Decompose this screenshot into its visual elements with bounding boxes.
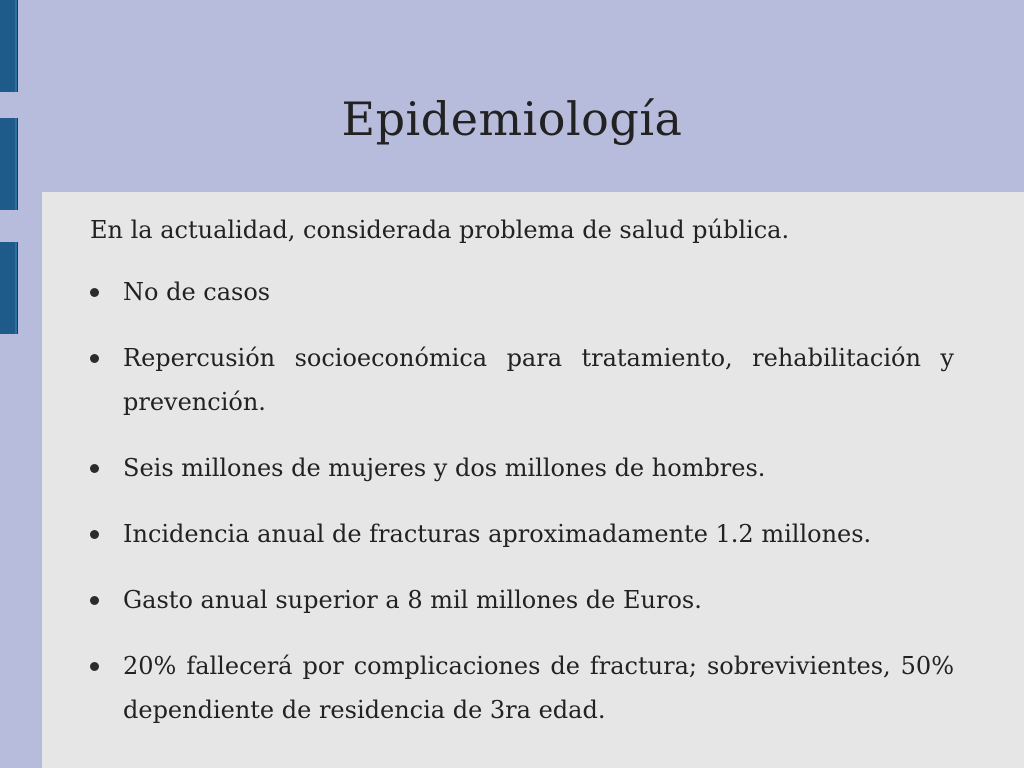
decorative-side-bar-top [0,0,18,92]
bullet-text: Repercusión socioeconómica para tratamiento, rehabilitación y prevención. [123,344,954,416]
intro-text: En la actualidad, considerada problema de salud pública. [90,216,790,244]
bullet-text: Seis millones de mujeres y dos millones de hombres. [123,454,766,482]
bullet-list [90,270,954,732]
content-panel [42,192,1024,768]
bullet-dot-icon [90,596,99,605]
bullet-dot-icon [90,464,99,473]
bullet-text: No de casos [123,278,271,306]
bullet-dot-icon [90,530,99,539]
decorative-side-bar-bottom [0,242,18,334]
bullet-item [90,270,954,314]
bullet-item [90,336,954,424]
slide-title: Epidemiología [341,92,683,146]
bullet-dot-icon [90,288,99,297]
bullet-text: 20% fallecerá por complicaciones de fractura; sobrevivientes, 50% dependiente de residencia de 3ra edad. [123,652,954,724]
bullet-dot-icon [90,354,99,363]
bullet-dot-icon [90,662,99,671]
bullet-text: Gasto anual superior a 8 mil millones de Euros. [123,586,702,614]
bullet-item [90,512,954,556]
bullet-text: Incidencia anual de fracturas aproximadamente 1.2 millones. [123,520,872,548]
bullet-item [90,644,954,732]
bullet-item [90,446,954,490]
bullet-item [90,578,954,622]
